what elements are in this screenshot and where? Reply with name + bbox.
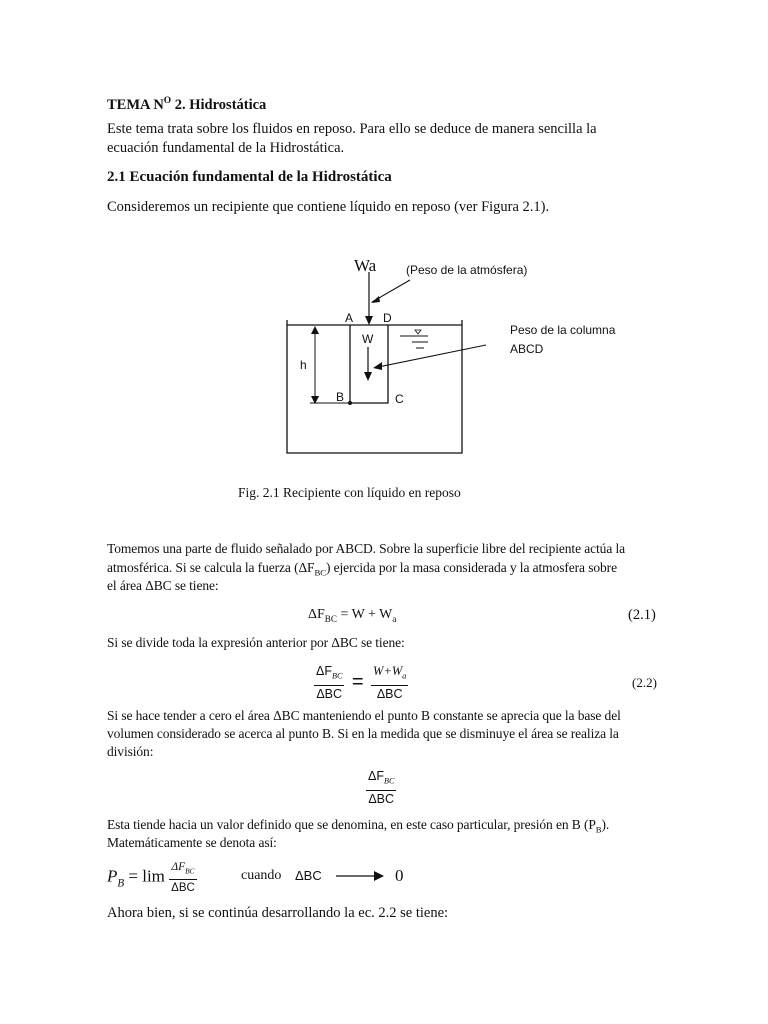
equation-2-2-number: (2.2) xyxy=(632,675,657,690)
label-w: W xyxy=(362,332,374,346)
cuando-label: cuando xyxy=(241,868,282,883)
label-column-1: Peso de la columna xyxy=(510,323,616,337)
para3-line-3: división: xyxy=(107,744,154,759)
label-d: D xyxy=(383,311,392,325)
label-h: h xyxy=(300,358,307,372)
equation-2-1: $\Delta F_{BC} = W + W_a$ xyxy=(308,607,397,624)
equation-2-1-number: (2.1) xyxy=(628,607,656,623)
fraction-dfbc-dbc: $\frac{\Delta F_{BC}}{\text{ΔBC}}$ xyxy=(368,769,395,806)
equation-2-2: $\frac{\Delta F_{BC}}{\text{ΔBC}}$ = $\frac{W+W_a}{\text{ΔBC}}$ xyxy=(316,664,407,701)
para3-line-2: volumen considerado se acerca al punto B. Si en la medida que se disminuye el área se realiza la xyxy=(107,726,619,741)
label-c: C xyxy=(395,392,404,406)
dbc-label: ΔBC xyxy=(295,868,322,883)
para1-line-3: el área ΔBC se tiene: xyxy=(107,578,219,593)
intro-line-1: Este tema trata sobre los fluidos en reposo. Para ello se deduce de manera sencilla la xyxy=(107,121,597,137)
label-wa: Wa xyxy=(354,256,377,275)
consider-text: Consideremos un recipiente que contiene líquido en reposo (ver Figura 2.1). xyxy=(107,199,550,215)
label-column-2: ABCD xyxy=(510,342,544,356)
para2: Si se divide toda la expresión anterior por ΔBC se tiene: xyxy=(107,635,405,650)
container-walls xyxy=(287,320,462,453)
section-title: 2.1 Ecuación fundamental de la Hidrostática xyxy=(107,169,392,185)
container-figure xyxy=(270,250,630,460)
page-heading: TEMA $N^O$ 2. Hidrostática xyxy=(107,96,267,113)
para1-line-2: atmosférica. Si se calcula la fuerza $(\Delta F_{BC})$ ejercida por la masa considerada y la atmosfera sobre xyxy=(107,560,617,578)
zero-label: 0 xyxy=(395,866,404,885)
point-b xyxy=(348,401,352,405)
label-a: A xyxy=(345,311,354,325)
intro-line-2: ecuación fundamental de la Hidrostática. xyxy=(107,140,345,156)
para1-line-1: Tomemos una parte de fluido señalado por ABCD. Sobre la superficie libre del recipiente actúa la xyxy=(107,541,626,556)
para4-line-2: Matemáticamente se denota así: xyxy=(107,835,277,850)
column-pointer-arrow xyxy=(378,345,486,367)
closing-text: Ahora bien, si se continúa desarrollando la ec. 2.2 se tiene: xyxy=(107,905,449,921)
label-atm: (Peso de la atmósfera) xyxy=(406,263,528,277)
tends-to-arrow xyxy=(334,868,386,884)
pressure-limit-equation: $P_B = \lim$ $\frac{\Delta F_{BC}}{\text{ΔBC}}$ xyxy=(107,861,195,895)
label-b: B xyxy=(336,390,345,404)
para4-line-1: Esta tiende hacia un valor definido que se denomina, en este caso particular, presión en B $(P_B)$. xyxy=(107,817,610,835)
para3-line-1: Si se hace tender a cero el área ΔBC manteniendo el punto B constante se aprecia que la base del xyxy=(107,708,621,723)
figure-caption: Fig. 2.1 Recipiente con líquido en reposo xyxy=(238,485,461,500)
